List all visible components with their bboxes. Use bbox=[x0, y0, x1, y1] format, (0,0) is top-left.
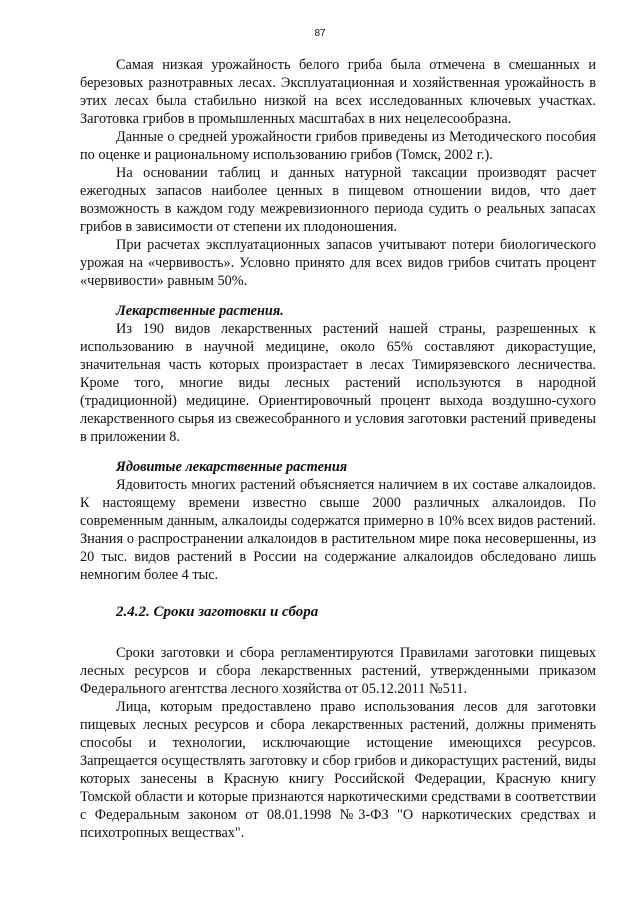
paragraph: Лица, которым предоставлено право использования лесов для заготовки пищевых лесных ресурсов и сбора лекарственных растений, должны применять способы и технологии, исключающие истощение имеющихся ресурсов. Запрещается осуществлять заготовку и сбор грибов и дикорастущих растений, виды которых занесены в Красную книгу Российской Федерации, Красную книгу Томской области и которые признаются наркотическими средствами в соответствии с Федеральным законом от 08.01.1998 №3-ФЗ "О наркотических средствах и психотропных веществах". bbox=[80, 699, 596, 841]
page-content bbox=[80, 56, 596, 842]
paragraph: Данные о средней урожайности грибов приведены из Методического пособия по оценке и рациональному использованию грибов (Томск, 2002 г.). bbox=[80, 129, 596, 163]
section-title: 2.4.2. Сроки заготовки и сбора bbox=[116, 604, 319, 620]
poisonous-heading: Ядовитые лекарственные растения bbox=[116, 459, 348, 475]
paragraph: Из 190 видов лекарственных растений нашей страны, разрешенных к использованию в научной медицине, около 65% составляют дикорастущие, значительная часть которых произрастает в лесах Тимирязевского лесничества. Кроме того, многие виды лесных растений используются в народной (традиционной) медицине. Ориентировочный процент выхода воздушно-сухого лекарственного сырья из свежесобранного и условия заготовки растений приведены в приложении 8. bbox=[80, 321, 596, 445]
medicinal-heading: Лекарственные растения. bbox=[116, 303, 284, 319]
page-number: 87 bbox=[314, 28, 326, 39]
paragraph: Сроки заготовки и сбора регламентируются Правилами заготовки пищевых лесных ресурсов и сбора лекарственных растений, утвержденными приказом Федерального агентства лесного хозяйства от 05.12.2011 №511. bbox=[80, 645, 596, 697]
paragraph: Самая низкая урожайность белого гриба была отмечена в смешанных и березовых разнотравных лесах. Эксплуатационная и хозяйственная урожайность в этих лесах была стабильно низкой на всех исследованных ключевых участках. Заготовка грибов в промышленных масштабах в них нецелесообразна. bbox=[80, 57, 596, 127]
paragraph: На основании таблиц и данных натурной таксации производят расчет ежегодных запасов наиболее ценных в пищевом отношении видов, что дает возможность в каждом году межревизионного периода судить о реальных запасах грибов в зависимости от степени их плодоношения. bbox=[80, 165, 596, 235]
paragraph: Ядовитость многих растений объясняется наличием в их составе алкалоидов. К настоящему времени известно свыше 2000 различных алкалоидов. По современным данным, алкалоиды содержатся примерно в 10% всех видов растений. Знания о распространении алкалоидов в растительном мире пока несовершенны, из 20 тыс. видов растений в России на содержание алкалоидов обследовано лишь немногим более 4 тыс. bbox=[80, 477, 596, 583]
paragraph: При расчетах эксплуатационных запасов учитывают потери биологического урожая на «червивость». Условно принято для всех видов грибов считать процент «червивости» равным 50%. bbox=[80, 237, 596, 289]
